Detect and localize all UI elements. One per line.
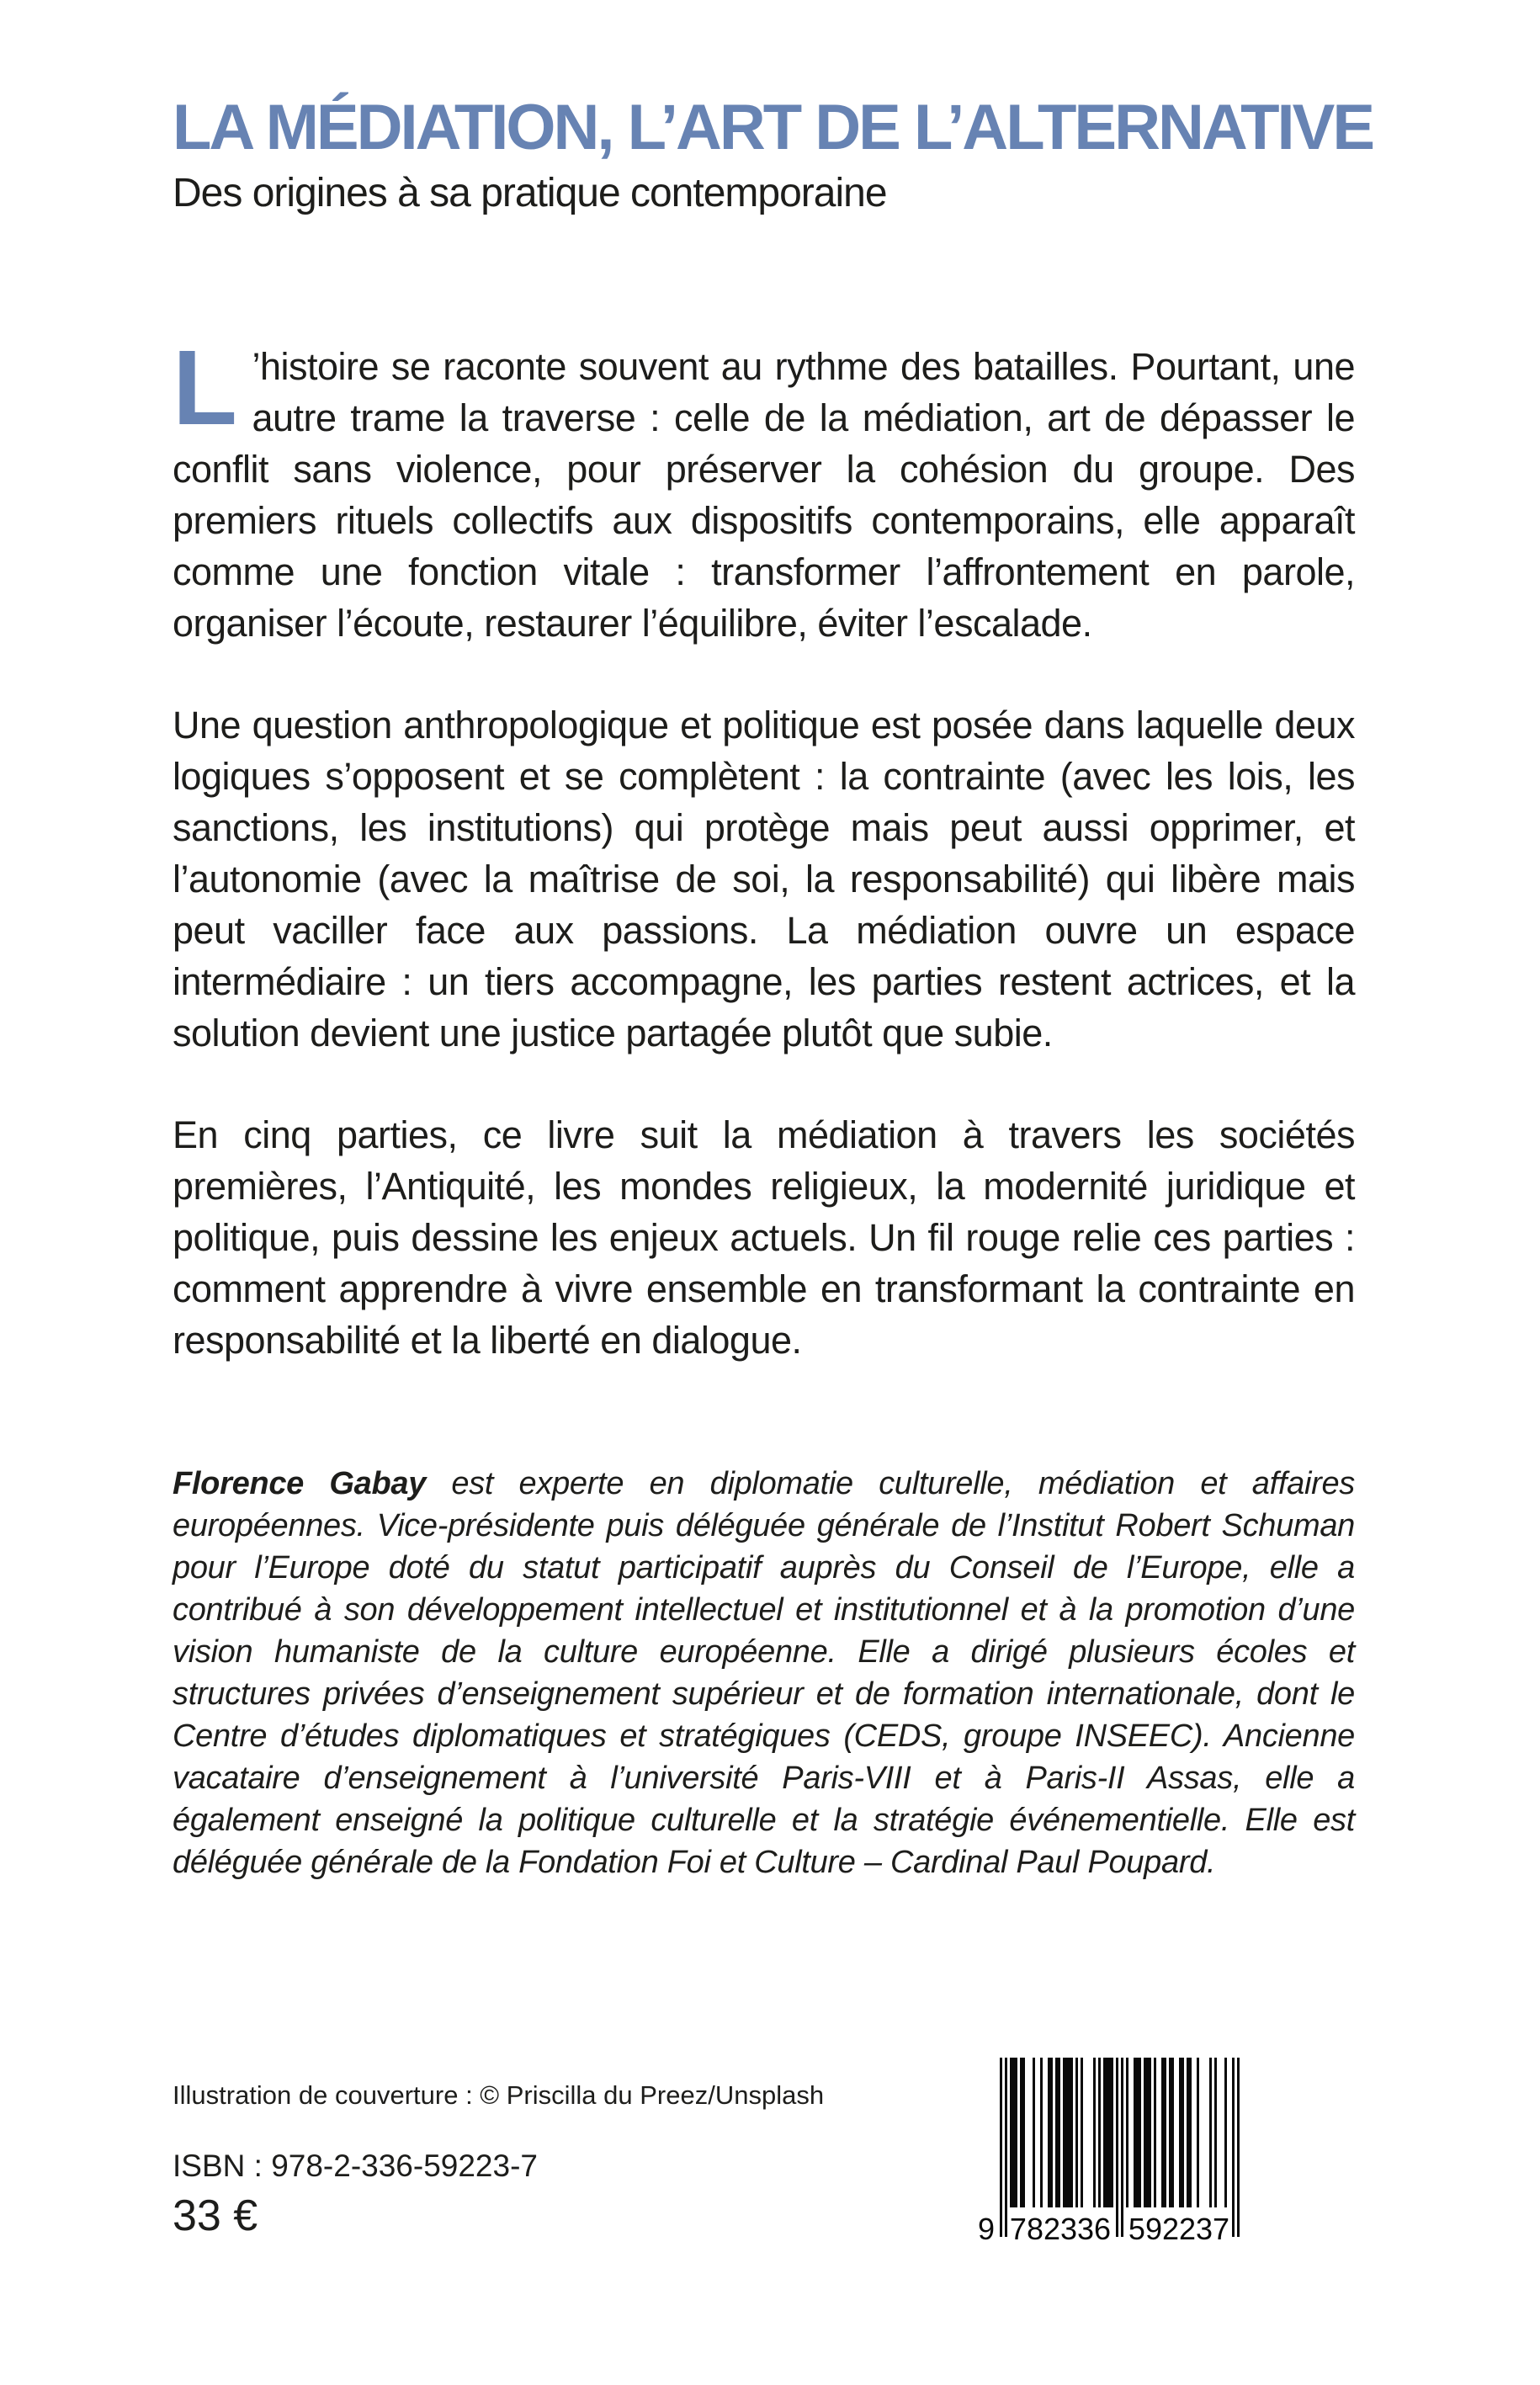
book-subtitle: Des origines à sa pratique contemporaine xyxy=(173,170,887,215)
barcode-digits-left: 782336 xyxy=(1009,2212,1112,2246)
author-name: Florence Gabay xyxy=(173,1466,427,1501)
ean-barcode xyxy=(977,2058,1240,2247)
author-bio-text: est experte en diplomatie culturelle, médiation et affaires européennes. Vice-présidente puis déléguée générale de l’Institut Robert Schuman pour l’Europe doté du statut participatif auprès du Conseil de l’Europe, elle a contribué à son développement intellectuel et institutionnel et à la promotion d’une vision humaniste de la culture européenne. Elle a dirigé plusieurs écoles et structures privées d’enseignement supérieur et de formation internationale, dont le Centre d’études diplomatiques et stratégiques (CEDS, groupe INSEEC). Ancienne vacataire d’enseignement à l’université Paris-VIII et à Paris-II Assas, elle a également enseigné la politique culturelle et la stratégie événementielle. Elle est déléguée générale de la Fondation Foi et Culture – Cardinal Paul Poupard. xyxy=(173,1466,1355,1880)
book-title: LA MÉDIATION, L’ART DE L’ALTERNATIVE xyxy=(173,92,1373,163)
author-bio xyxy=(173,1463,1355,1883)
price: 33 € xyxy=(173,2191,258,2240)
barcode-digits-right: 592237 xyxy=(1128,2212,1230,2246)
barcode-digit-first: 9 xyxy=(977,2212,995,2246)
drop-cap: L xyxy=(173,328,237,447)
barcode-bars xyxy=(1000,2058,1240,2237)
synopsis-paragraph-3: En cinq parties, ce livre suit la médiation à travers les sociétés premières, l’Antiquité, les mondes religieux, la modernité juridique et politique, puis dessine les enjeux actuels. Un fil rouge relie ces parties : comment apprendre à vivre ensemble en transformant la contrainte en responsabilité et la liberté en dialogue. xyxy=(173,1113,1355,1362)
synopsis-paragraph-1 xyxy=(173,328,1355,649)
synopsis-paragraph-1-text: ’histoire se raconte souvent au rythme des batailles. Pourtant, une autre trame la traverse : celle de la médiation, art de dépasser le conflit sans violence, pour préserver la cohésion du groupe. Des premiers rituels collectifs aux dispositifs contemporains, elle apparaît comme une fonction vitale : transformer l’affrontement en parole, organiser l’écoute, restaurer l’équilibre, éviter l’escalade. xyxy=(173,345,1355,645)
isbn: ISBN : 978-2-336-59223-7 xyxy=(173,2149,538,2183)
cover-illustration-credit: Illustration de couverture : © Priscilla du Preez/Unsplash xyxy=(173,2080,825,2110)
synopsis xyxy=(173,328,1355,1416)
synopsis-paragraph-2: Une question anthropologique et politique est posée dans laquelle deux logiques s’opposent et se complètent : la contrainte (avec les lois, les sanctions, les institutions) qui protège mais peut aussi opprimer, et l’autonomie (avec la maîtrise de soi, la responsabilité) qui libère mais peut vaciller face aux passions. La médiation ouvre un espace intermédiaire : un tiers accompagne, les parties restent actrices, et la solution devient une justice partagée plutôt que subie. xyxy=(173,704,1355,1054)
header xyxy=(173,92,1373,216)
